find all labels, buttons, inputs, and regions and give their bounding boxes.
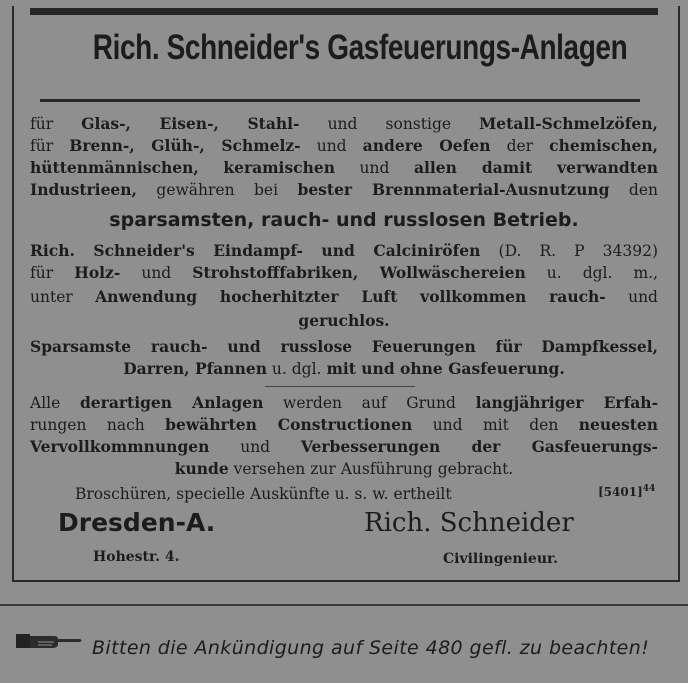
intro-line-1: für Glas-, Eisen-, Stahl- und sonstige Metall-Schmelzöfen, bbox=[30, 114, 658, 133]
title-rule bbox=[40, 99, 640, 102]
city-name: Dresden-A. bbox=[58, 508, 216, 537]
intro-line-3: hüttenmännischen, keramischen und allen damit verwandten bbox=[30, 158, 658, 177]
street-address: Hohestr. 4. bbox=[93, 549, 180, 565]
para2-line-3: unter Anwendung hocherhitzter Luft vollkommen rauch- und bbox=[30, 287, 658, 306]
intro-line-4: Industrieen, gewähren bei bester Brennmaterial-Ausnutzung den bbox=[30, 180, 658, 199]
para2-line-2: für Holz- und Strohstofffabriken, Wollwäschereien u. dgl. m., bbox=[30, 263, 659, 282]
para2-line-4: geruchlos. bbox=[298, 311, 390, 330]
para2-line-1: Rich. Schneider's Eindampf- und Calciniröfen (D. R. P 34392) bbox=[30, 241, 658, 260]
engineer-title: Civilingenieur. bbox=[443, 551, 558, 567]
para3-line-2: Darren, Pfannen u. dgl. mit und ohne Gasfeuerung. bbox=[123, 359, 565, 378]
notice-text: Bitten die Ankündigung auf Seite 480 gefl. zu beachten! bbox=[92, 637, 650, 659]
bottom-rule bbox=[0, 604, 688, 606]
intro-highlight: sparsamsten, rauch- und russlosen Betrieb. bbox=[109, 209, 579, 231]
para4-line-1: Alle derartigen Anlagen werden auf Grund langjähriger Erfah- bbox=[30, 393, 659, 412]
ad-title: Rich. Schneider's Gasfeuerungs-Anlagen bbox=[92, 28, 628, 67]
para4-line-2: rungen nach bewährten Constructionen und mit den neuesten bbox=[30, 415, 658, 434]
brochure-line: Broschüren, specielle Auskünfte u. s. w. ertheilt bbox=[75, 485, 452, 503]
para4-line-4: kunde versehen zur Ausführung gebracht. bbox=[174, 459, 514, 478]
top-bar bbox=[30, 8, 658, 15]
company-name: Rich. Schneider bbox=[364, 508, 574, 538]
para3-line-1: Sparsamste rauch- und russlose Feuerungen für Dampfkessel, bbox=[30, 337, 658, 356]
para4-line-3: Vervollkommnungen und Verbesserungen der Gasfeuerungs- bbox=[30, 437, 658, 456]
section-divider bbox=[265, 386, 415, 387]
intro-line-2: für Brenn-, Glüh-, Schmelz- und andere Oefen der chemischen, bbox=[30, 136, 658, 155]
reference-number: $[5401]^{44}$ bbox=[598, 484, 656, 499]
pointing-hand-icon bbox=[14, 628, 84, 658]
